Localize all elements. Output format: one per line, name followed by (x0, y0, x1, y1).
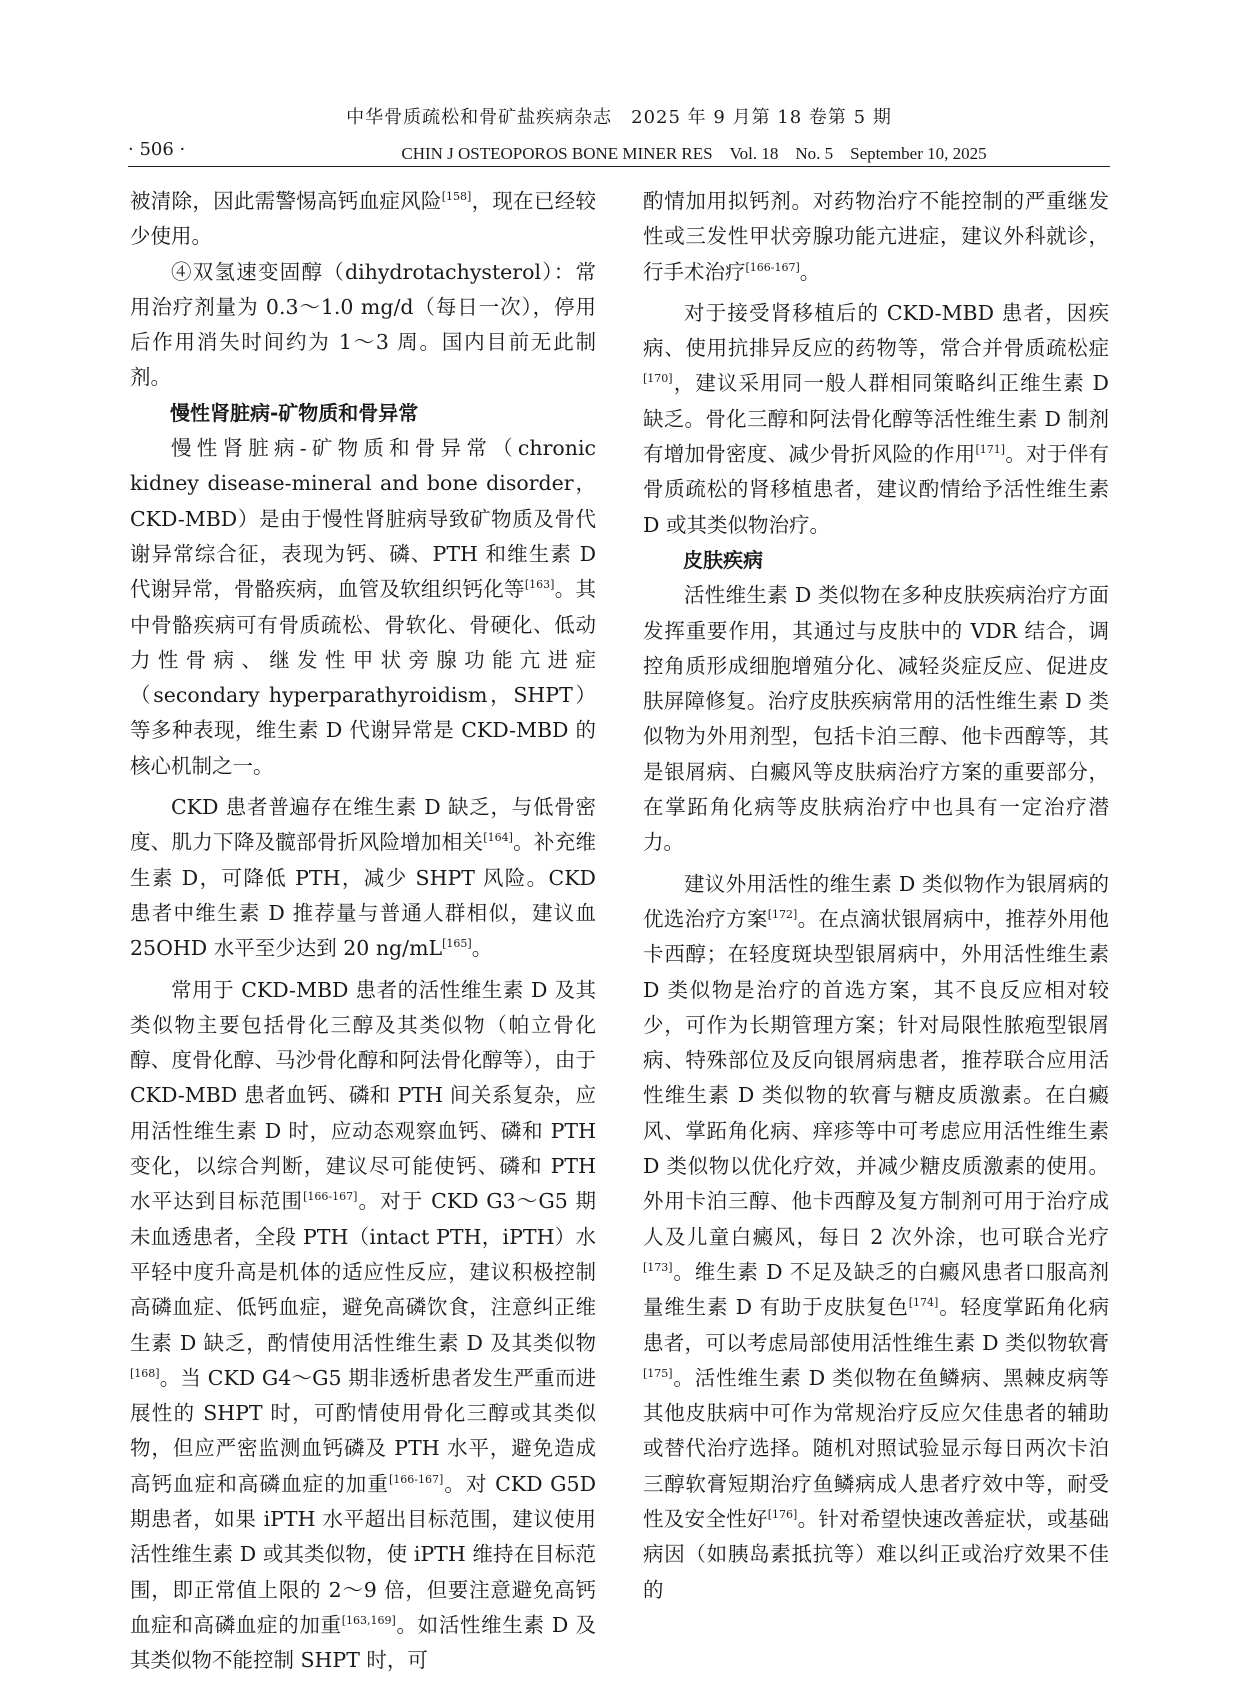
paragraph (130, 184, 596, 255)
paragraph (130, 431, 596, 784)
citation: [176] (767, 1508, 798, 1522)
text-run: 。对 CKD G5D 期患者，如果 iPTH 水平超出目标范围，建议使用活性维生素 D 或其类似物，使 iPTH 维持在目标范围，即正常值上限的 2～9 倍，但要注意避免高钙血症和高磷血症的加重 (130, 1471, 597, 1637)
paragraph (643, 867, 1109, 1608)
text-run: 。对于 CKD G3～G5 期未血透患者，全段 PTH（intact PTH，iPTH）水平轻中度升高是机体的适应性反应，建议积极控制高磷血症、低钙血症，避免高磷饮食，注意纠正维生素 D 缺乏，酌情使用活性维生素 D 及其类似物 (130, 1189, 597, 1355)
citation: [175] (643, 1366, 673, 1380)
text-run: ，建议采用同一般人群相同策略纠正维生素 D 缺乏。骨化三醇和阿法骨化醇等活性维生素 D 制剂有增加骨密度、减少骨折风险的作用 (643, 371, 1109, 467)
text-run: 。补充维生素 D，可降低 PTH，减少 SHPT 风险。CKD 患者中维生素 D 推荐量与普通人群相似，建议血 25OHD 水平至少达到 20 ng/mL (130, 830, 596, 961)
citation: [171] (975, 443, 1006, 457)
text-run: 。其中骨骼疾病可有骨质疏松、骨软化、骨硬化、低动力性骨病、继发性甲状旁腺功能亢进症（secondary hyperparathyroidism，SHPT）等多种表现，维生素 D 代谢异常是 CKD-MBD 的核心机制之一。 (130, 577, 596, 778)
citation: [166-167] (745, 260, 800, 274)
citation: [158] (441, 190, 472, 204)
text-run: 。对于伴有骨质疏松的肾移植患者，建议酌情给予活性维生素 D 或其类似物治疗。 (643, 442, 1109, 537)
citation: [166-167] (388, 1472, 444, 1486)
paragraph (130, 973, 596, 1679)
paragraph (643, 296, 1109, 543)
paragraph: 活性维生素 D 类似物在多种皮肤疾病治疗方面发挥重要作用，其通过与皮肤中的 VDR 结合，调控角质形成细胞增殖分化、减轻炎症反应、促进皮肤屏障修复。治疗皮肤疾病常用的活性维生素 D 类似物为外用剂型，包括卡泊三醇、他卡西醇等，其是银屑病、白癜风等皮肤病治疗方案的重要部分，在掌跖角化病等皮肤病治疗中也具有一定治疗潜力。 (643, 583, 1109, 855)
text-run: 。 (799, 259, 821, 284)
text-run: 酌情加用拟钙剂。对药物治疗不能控制的严重继发性或三发性甲状旁腺功能亢进症，建议外科就诊，行手术治疗 (643, 189, 1109, 284)
paragraph (643, 184, 1109, 290)
text-run: 建议外用活性的维生素 D 类似物作为银屑病的优选治疗方案 (643, 871, 1109, 931)
text-run: 对于接受肾移植后的 CKD-MBD 患者，因疾病、使用抗排异反应的药物等，常合并骨质疏松症 (643, 300, 1109, 361)
section-heading: 皮肤疾病 (683, 547, 763, 572)
citation: [172] (767, 908, 798, 922)
citation: [163] (524, 578, 555, 592)
citation: [173] (643, 1261, 673, 1275)
citation: [163,169] (341, 1614, 396, 1628)
citation: [166-167] (303, 1190, 358, 1204)
journal-title-en: CHIN J OSTEOPOROS BONE MINER RES Vol. 18 No. 5 September 10, 2025 (401, 144, 987, 163)
running-header (128, 103, 1110, 167)
citation: [164] (483, 831, 513, 845)
text-run: 被清除，因此需警惕高钙血症风险 (130, 189, 442, 213)
text-run: 。 (471, 936, 493, 961)
text-run: 常用于 CKD-MBD 患者的活性维生素 D 及其类似物主要包括骨化三醇及其类似物（帕立骨化醇、度骨化醇、马沙骨化醇和阿法骨化醇等），由于 CKD-MBD 患者血钙、磷和 PTH 间关系复杂，应用活性维生素 D 时，应动态观察血钙、磷和 PTH 变化，以综合判断，建议尽可能使钙、磷和 PTH 水平达到目标范围 (130, 977, 596, 1214)
text-run: 。如活性维生素 D 及其类似物不能控制 SHPT 时，可 (130, 1612, 597, 1673)
text-run: 慢性肾脏病-矿物质和骨异常（chronic kidney disease-mineral and bone disorder，CKD-MBD）是由于慢性肾脏病导致矿物质及骨代谢异常综合征，表现为钙、磷、PTH 和维生素 D 代谢异常，骨骼疾病，血管及软组织钙化等 (130, 436, 596, 602)
text-run: 。维生素 D 不足及缺乏的白癜风患者口服高剂量维生素 D 有助于皮肤复色 (643, 1259, 1109, 1320)
citation: [168] (130, 1366, 160, 1380)
left-column (130, 184, 596, 1678)
page-number: · 506 · (128, 139, 186, 160)
section-heading: 慢性肾脏病-矿物质和骨异常 (170, 400, 419, 425)
paragraph (130, 790, 596, 966)
citation: [174] (908, 1296, 939, 1310)
text-run: 。在点滴状银屑病中，推荐外用他卡西醇；在轻度斑块型银屑病中，外用活性维生素 D 类似物是治疗的首选方案，其不良反应相对较少，可作为长期管理方案；针对局限性脓疱型银屑病、特殊部位及反向银屑病患者，推荐联合应用活性维生素 D 类似物的软膏与糖皮质激素。在白癜风、掌跖角化病、痒疹等中可考虑应用活性维生素 D 类似物以优化疗效，并减少糖皮质激素的使用。外用卡泊三醇、他卡西醇及复方制剂可用于治疗成人及儿童白癜风，每日 2 次外涂，也可联合光疗 (643, 906, 1109, 1249)
journal-title-cn: 中华骨质疏松和骨矿盐疾病杂志 2025 年 9 月第 18 卷第 5 期 (346, 107, 892, 128)
paragraph: ④双氢速变固醇（dihydrotachysterol）：常用治疗剂量为 0.3～1.0 mg/d（每日一次），停用后作用消失时间约为 1～3 周。国内目前无此制剂。 (130, 259, 596, 390)
text-run: 。针对希望快速改善症状，或基础病因（如胰岛素抵抗等）难以纠正或治疗效果不佳的 (643, 1506, 1109, 1602)
citation: [170] (643, 372, 673, 386)
text-run: 。轻度掌跖角化病患者，可以考虑局部使用活性维生素 D 类似物软膏 (643, 1295, 1110, 1355)
text-run: ，现在已经较少使用。 (130, 189, 596, 249)
text-run: CKD 患者普遍存在维生素 D 缺乏，与低骨密度、肌力下降及髋部骨折风险增加相关 (130, 795, 596, 855)
citation: [165] (442, 937, 472, 951)
header-rule (128, 166, 1110, 167)
right-column (643, 184, 1109, 1608)
text-run: 。当 CKD G4～G5 期非透析患者发生严重而进展性的 SHPT 时，可酌情使用骨化三醇或其类似物，但应严密监测血钙磷及 PTH 水平，避免造成高钙血症和高磷血症的加重 (130, 1365, 596, 1496)
text-run: 。活性维生素 D 类似物在鱼鳞病、黑棘皮病等其他皮肤病中可作为常规治疗反应欠佳患者的辅助或替代治疗选择。随机对照试验显示每日两次卡泊三醇软膏短期治疗鱼鳞病成人患者疗效中等，耐受性及安全性好 (643, 1365, 1109, 1531)
